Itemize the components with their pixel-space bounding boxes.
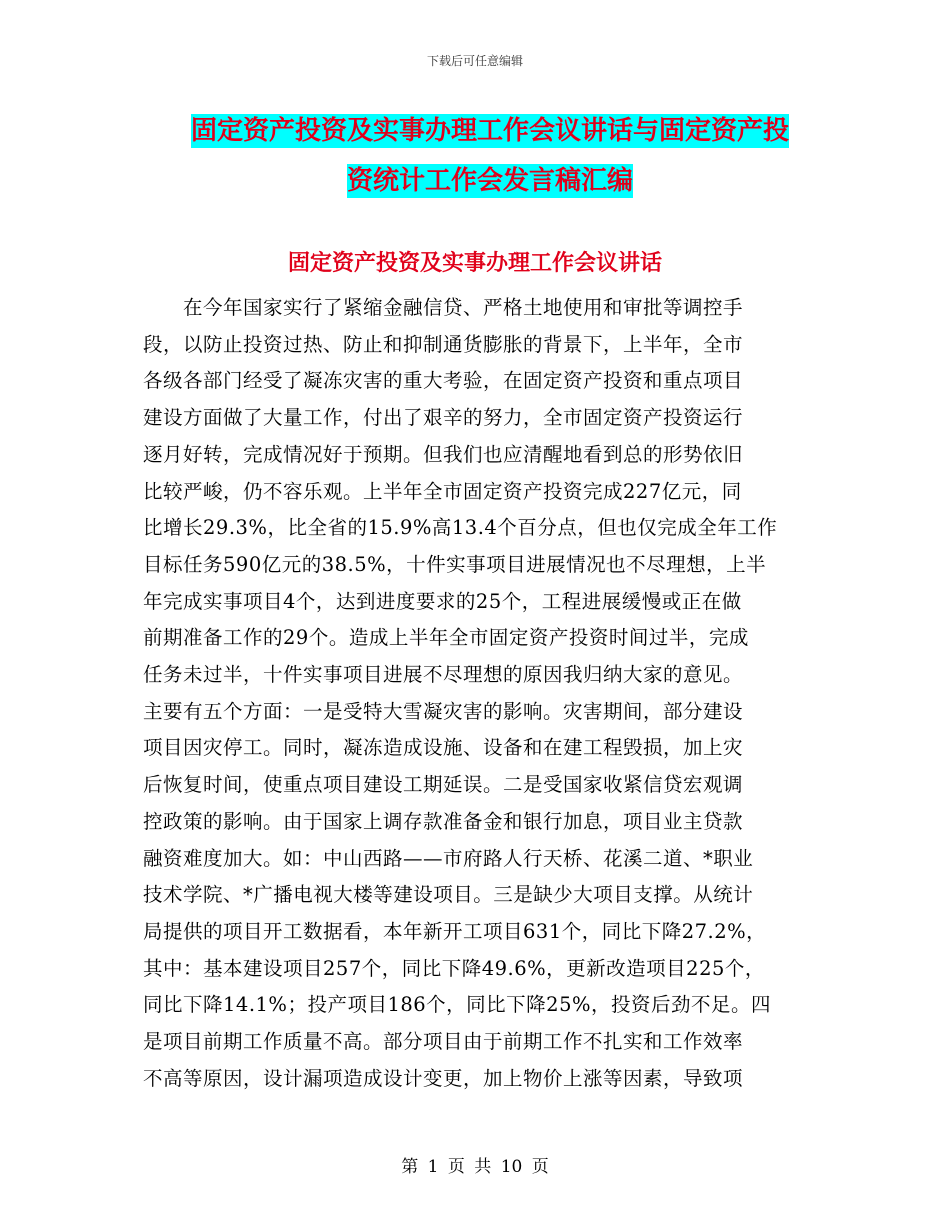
body-line: 技术学院、*广播电视大楼等建设项目。三是缺少大项目支撑。从统计 (143, 883, 754, 907)
body-line: 融资难度加大。如：中山西路——市府路人行天桥、花溪二道、*职业 (143, 846, 754, 870)
page-footer: 第 1 页 共 10 页 (401, 1157, 549, 1177)
body-line: 比增长29.3%，比全省的15.9%高13.4个百分点，但也仅完成全年工作 (143, 516, 778, 540)
body-line: 建设方面做了大量工作，付出了艰辛的努力，全市固定资产投资运行 (143, 406, 744, 430)
section-title: 固定资产投资及实事办理工作会议讲话 (287, 250, 662, 276)
body-line: 控政策的影响。由于国家上调存款准备金和银行加息，项目业主贷款 (143, 809, 744, 833)
body-line: 比较严峻，仍不容乐观。上半年全市固定资产投资完成227亿元，同 (143, 479, 742, 503)
body-line: 同比下降14.1%；投产项目186个，同比下降25%，投资后劲不足。四 (143, 993, 772, 1017)
body-paragraph (143, 290, 805, 1097)
body-line: 是项目前期工作质量不高。部分项目由于前期工作不扎实和工作效率 (143, 1030, 744, 1054)
body-line: 年完成实事项目4个，达到进度要求的25个，工程进展缓慢或正在做 (143, 589, 742, 613)
body-line: 任务未过半，十件实事项目进展不尽理想的原因我归纳大家的意见。 (143, 663, 744, 687)
body-line: 不高等原因，设计漏项造成设计变更，加上物价上涨等因素，导致项 (143, 1066, 744, 1090)
document-title-line-1: 固定资产投资及实事办理工作会议讲话与固定资产投 (190, 116, 789, 146)
body-line: 目标任务590亿元的38.5%，十件实事项目进展情况也不尽理想，上半 (143, 552, 767, 576)
body-line: 其中：基本建设项目257个，同比下降49.6%，更新改造项目225个， (143, 956, 765, 980)
document-title-line-2: 资统计工作会发言稿汇编 (346, 166, 633, 196)
header-note: 下载后可任意编辑 (426, 54, 523, 68)
body-line: 局提供的项目开工数据看，本年新开工项目631个，同比下降27.2%， (143, 919, 767, 943)
body-line: 前期准备工作的29个。造成上半年全市固定资产投资时间过半，完成 (143, 626, 749, 650)
document-title (140, 106, 840, 206)
body-line: 逐月好转，完成情况好于预期。但我们也应清醒地看到总的形势依旧 (143, 442, 744, 466)
body-line: 段，以防止投资过热、防止和抑制通货膨胀的背景下，上半年，全市 (143, 332, 744, 356)
body-line: 项目因灾停工。同时，凝冻造成设施、设备和在建工程毁损，加上灾 (143, 736, 744, 760)
body-line: 在今年国家实行了紧缩金融信贷、严格土地使用和审批等调控手 (143, 296, 744, 319)
body-line: 各级各部门经受了凝冻灾害的重大考验，在固定资产投资和重点项目 (143, 369, 744, 393)
body-line: 主要有五个方面：一是受特大雪凝灾害的影响。灾害期间，部分建设 (143, 699, 744, 723)
body-line: 后恢复时间，使重点项目建设工期延误。二是受国家收紧信贷宏观调 (143, 773, 744, 797)
